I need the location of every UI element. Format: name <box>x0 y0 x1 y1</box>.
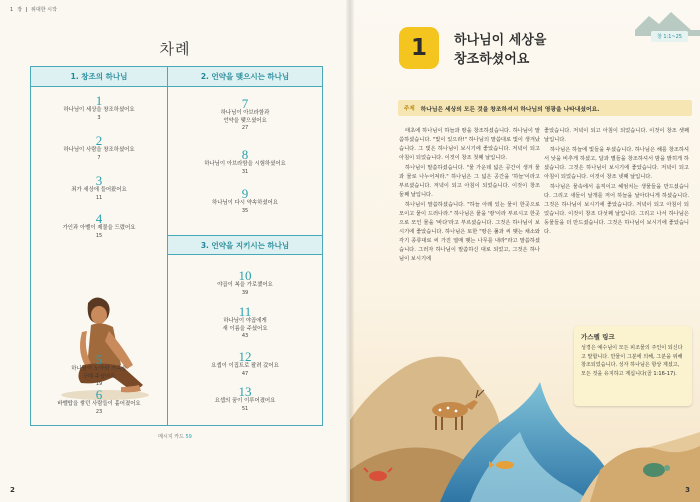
chapter-title <box>454 31 546 69</box>
right-page <box>350 0 700 502</box>
entry-page: 15 <box>95 232 103 239</box>
entry-number: 7 <box>241 96 249 111</box>
memory-card-page: 59 <box>185 434 192 440</box>
entry-page: 11 <box>95 194 103 201</box>
entry-page: 23 <box>95 408 103 415</box>
toc-column-1 <box>31 67 168 425</box>
body-paragraph: 좋았습니다. 저녁이 되고 아침이 되었습니다. 이것이 창조 셋째 날입니다. <box>544 128 689 143</box>
running-head <box>10 6 57 13</box>
toc-column-2 <box>168 67 322 425</box>
entry-page: 3 <box>97 114 101 121</box>
entry-number: 3 <box>95 173 103 188</box>
verse-reference: 창 1:1~25 <box>651 31 688 42</box>
entry-page: 7 <box>97 154 101 161</box>
entry-number: 9 <box>241 186 249 201</box>
memory-card-label: 메시지 카드 <box>158 434 184 440</box>
toc-entry-5[interactable] <box>31 353 167 388</box>
entry-title: 하나님이 세상을 창조하셨어요 <box>63 107 135 113</box>
entry-page: 39 <box>241 289 249 296</box>
toc-entry-6[interactable] <box>31 388 167 416</box>
gospel-link-text: 성경은 예수님이 모든 피조물의 주인이 되신다고 말합니다. 만물이 그분에 의해, 그분을 위해 창조되었습니다. 성자 하나님은 항상 계셨고, 모든 것을 유지하고 계십니다(골 1:16-17). <box>581 345 683 377</box>
entry-page: 19 <box>95 381 103 387</box>
entry-title: 바벨탑을 쌓던 사람들이 흩어졌어요 <box>57 401 141 407</box>
entry-number: 8 <box>241 147 249 162</box>
entry-title: 하나님이 사람을 창조하셨어요 <box>63 147 135 153</box>
gospel-link-box <box>574 326 692 406</box>
entry-title: 요셉의 꿈이 이루어졌어요 <box>214 398 276 404</box>
entry-title: 하나님이 야곱에게 새 이름을 주셨어요 <box>222 318 268 332</box>
toc-entry-12[interactable] <box>168 350 322 378</box>
chapter-number-badge: 1 <box>399 27 439 69</box>
entry-title: 야곱이 복을 가로챘어요 <box>217 282 273 288</box>
toc-entry-7[interactable] <box>168 97 322 132</box>
chapter-title-line-1: 하나님이 세상을 <box>454 33 547 48</box>
section-heading-1: 1. 창조의 하나님 <box>31 67 167 87</box>
theme-banner <box>398 100 692 116</box>
body-paragraph: 태초에 하나님이 하늘과 땅을 창조하셨습니다. 하나님이 말씀하셨습니다. "빛이 있으라!" 하나님의 말씀대로 빛이 생겨났습니다. 그 빛은 하나님이 보시기에 좋았습니다. 저녁이 되고 아침이 되었습니다. 이것이 창조 첫째 날입니다. <box>399 128 540 161</box>
book-gutter <box>346 0 354 502</box>
entry-number: 10 <box>238 268 252 283</box>
entry-number: 13 <box>238 384 252 399</box>
section-heading-2: 2. 언약을 맺으시는 하나님 <box>168 67 322 87</box>
entry-title: 가인과 아벨이 제물을 드렸어요 <box>62 225 136 231</box>
running-head-unit: 장 <box>17 7 23 13</box>
running-head-part: 1 <box>10 6 14 13</box>
entry-number: 12 <box>238 349 252 364</box>
page-number-left: 2 <box>10 486 15 494</box>
body-column-2 <box>544 127 689 238</box>
entry-number: 11 <box>238 304 252 319</box>
entry-title: 하나님이 아브라함을 시험하셨어요 <box>204 161 286 167</box>
entry-title: 하나님이 아브라함과 언약을 맺으셨어요 <box>220 110 270 124</box>
body-paragraph: 하나님은 하늘에 빛들을 두셨습니다. 하나님은 해를 창조하셔서 낮을 비추게 하셨고, 달과 별들을 창조하셔서 밤을 밝히게 하셨습니다. 그것은 하나님이 보시기에 좋았습니다. 저녁이 되고 아침이 되었습니다. 이것이 창조 넷째 날입니다. <box>544 147 689 180</box>
entry-number: 5 <box>95 352 103 367</box>
section-heading-3: 3. 언약을 지키시는 하나님 <box>168 235 322 255</box>
toc-entry-10[interactable] <box>168 269 322 297</box>
entry-title: 하나님이 다시 약속하셨어요 <box>212 200 278 206</box>
body-paragraph: 하나님이 말씀하셨습니다. "물 가운데 넓은 공간이 생겨 물과 물로 나누어져라." 하나님은 그 넓은 공간을 '하늘'이라고 부르셨습니다. 저녁이 되고 아침이 되었습니다. 이것이 창조 둘째 날입니다. <box>399 165 540 198</box>
toc-entry-9[interactable] <box>168 187 322 215</box>
entry-title: 죄가 세상에 들어왔어요 <box>71 187 127 193</box>
toc-title: 차례 <box>159 40 191 58</box>
toc-entry-3[interactable] <box>31 174 167 202</box>
entry-page: 47 <box>241 370 249 377</box>
memory-card-link[interactable] <box>0 433 350 440</box>
toc-entry-8[interactable] <box>168 148 322 176</box>
chapter-title-line-2: 창조하셨어요 <box>454 52 530 67</box>
body-paragraph: 하나님이 말씀하셨습니다. "하늘 아래 있는 물이 한곳으로 모이고 뭍이 드러나라." 하나님은 뭍을 '땅'이라 부르시고 한곳으로 모인 물을 '바다'라고 부르셨습니다. 그것은 하나님이 보시기에 좋았습니다. 하나님은 또한 "땅은 풀과 씨 맺는 채소와 각기 종류대로 씨 가진 열매 맺는 나무를 내라"라고 말씀하셨습니다. 그러자 하나님이 말씀하신 대로 되었고, 그것은 하나님이 보시기에 <box>399 202 540 262</box>
entry-page: 51 <box>241 405 249 412</box>
entry-page: 35 <box>241 207 249 214</box>
gospel-link-heading: 가스펠 링크 <box>581 333 615 341</box>
entry-page: 27 <box>241 125 249 131</box>
toc-entry-13[interactable] <box>168 385 322 413</box>
toc-entry-2[interactable] <box>31 134 167 162</box>
entry-number: 4 <box>95 211 103 226</box>
running-head-divider <box>26 7 27 12</box>
body-paragraph: 하나님은 물속에서 움직이고 헤엄치는 생물들을 만드셨습니다. 그리고 새들이 날개를 저어 하늘을 날아다니게 하셨습니다. 그것은 하나님이 보시기에 좋았습니다. 저녁이 되고 아침이 되었습니다. 이것이 창조 다섯째 날입니다. 그리고 나서 하나님은 동물들을 더 만드셨습니다. 그것은 하나님이 보시기에 좋았습니다. <box>544 184 689 235</box>
page-number-right: 3 <box>685 486 690 494</box>
entry-page: 31 <box>241 168 249 175</box>
theme-tag: 주제 <box>404 106 415 112</box>
theme-text: 하나님은 세상의 모든 것을 창조하셔서 하나님의 영광을 나타내셨어요. <box>420 106 600 113</box>
entry-title: 하나님이 노아와 가족을 구해 주셨어요 <box>71 366 127 380</box>
entry-number: 6 <box>95 387 103 402</box>
toc-entry-11[interactable] <box>168 305 322 340</box>
toc-table <box>30 66 323 426</box>
entry-number: 2 <box>95 133 103 148</box>
toc-entry-4[interactable] <box>31 212 167 240</box>
entry-title: 요셉이 이집트로 팔려 갔어요 <box>211 363 279 369</box>
entry-number: 1 <box>95 93 103 108</box>
body-column-1 <box>399 127 540 265</box>
running-head-title: 위대한 시작 <box>31 7 57 13</box>
toc-entry-1[interactable] <box>31 94 167 122</box>
entry-page: 43 <box>241 333 249 339</box>
